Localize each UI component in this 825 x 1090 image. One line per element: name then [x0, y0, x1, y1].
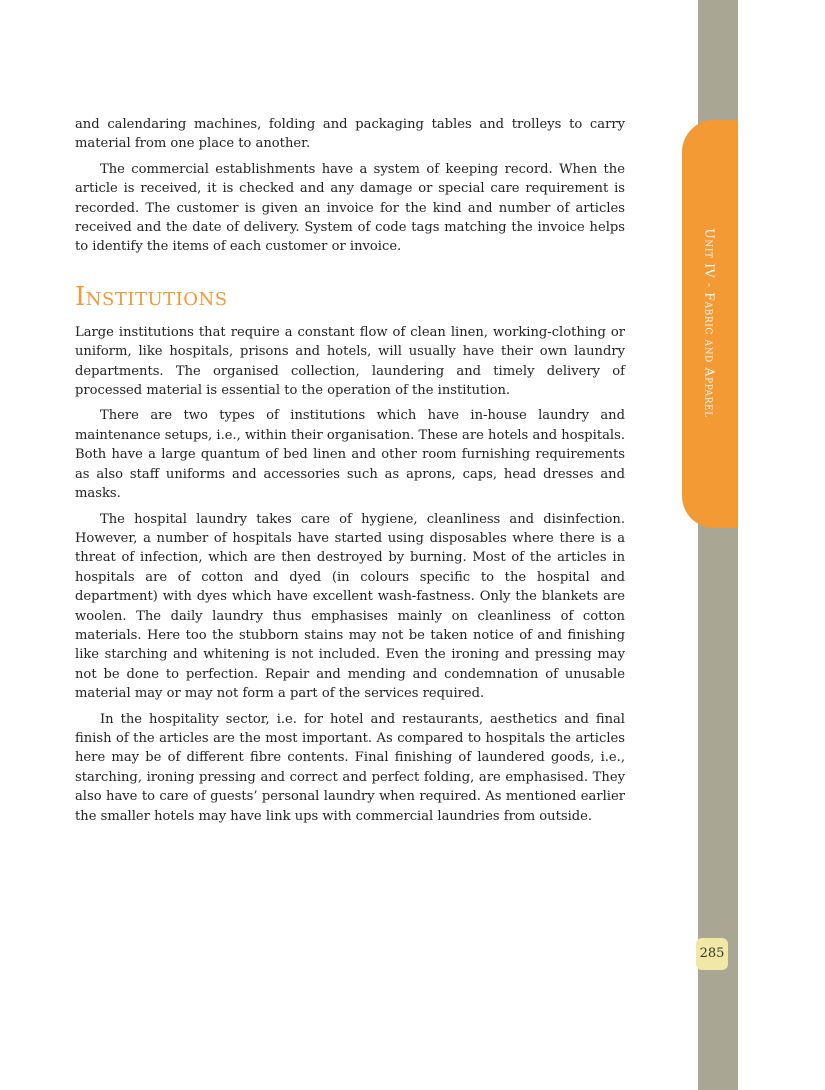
- paragraph-hospitality-sector: In the hospitality sector, i.e. for hotel and restaurants, aesthetics and final finish of the articles are the most important. As compared to hospitals the articles here may be of different fibre contents. Final finishing of laundered goods, i.e., starching, ironing pressing and correct and perfect folding, are emphasised. They also have to care of guests’ personal laundry when required. As mentioned earlier the smaller hotels may have link ups with commercial laundries from outside.: [75, 711, 625, 824]
- section-heading-institutions: Institutions: [75, 281, 228, 312]
- unit-label: Unit IV - Fabric and Apparel: [702, 228, 718, 418]
- paragraph-hospital-laundry: The hospital laundry takes care of hygiene, cleanliness and disinfection. However, a number of hospitals have started using disposables where there is a threat of infection, which are then destroyed by burning. Most of the articles in hospitals are of cotton and dyed (in colours specific to the hospital and department) with dyes which have excellent wash-fastness. Only the blankets are woolen. The daily laundry thus emphasises mainly on cleanliness of cotton materials. Here too the stubborn stains may not be taken notice of and finishing like starching and whitening is not included. Even the ironing and pressing may not be done to perfection. Repair and mending and condemnation of unusable material may or may not form a part of the services required.: [75, 511, 625, 702]
- page-content: [75, 115, 625, 832]
- paragraph-intro-continued: and calendaring machines, folding and packaging tables and trolleys to carry material from one place to another.: [75, 117, 625, 152]
- paragraph-two-types: There are two types of institutions which have in-house laundry and maintenance setups, i.e., within their organisation. These are hotels and hospitals. Both have a large quantum of bed linen and other room furnishing requirements as also staff uniforms and accessories such as aprons, caps, head dresses and masks.: [75, 408, 625, 502]
- paragraph-records: The commercial establishments have a system of keeping record. When the article is received, it is checked and any damage or special care requirement is recorded. The customer is given an invoice for the kind and number of articles received and the date of delivery. System of code tags matching the invoice helps to identify the items of each customer or invoice.: [75, 161, 625, 255]
- page-number: 285: [696, 938, 728, 970]
- paragraph-large-institutions: Large institutions that require a constant flow of clean linen, working-clothing or uniform, like hospitals, prisons and hotels, will usually have their own laundry departments. The organised collection, laundering and timely delivery of processed material is essential to the operation of the institution.: [75, 324, 625, 399]
